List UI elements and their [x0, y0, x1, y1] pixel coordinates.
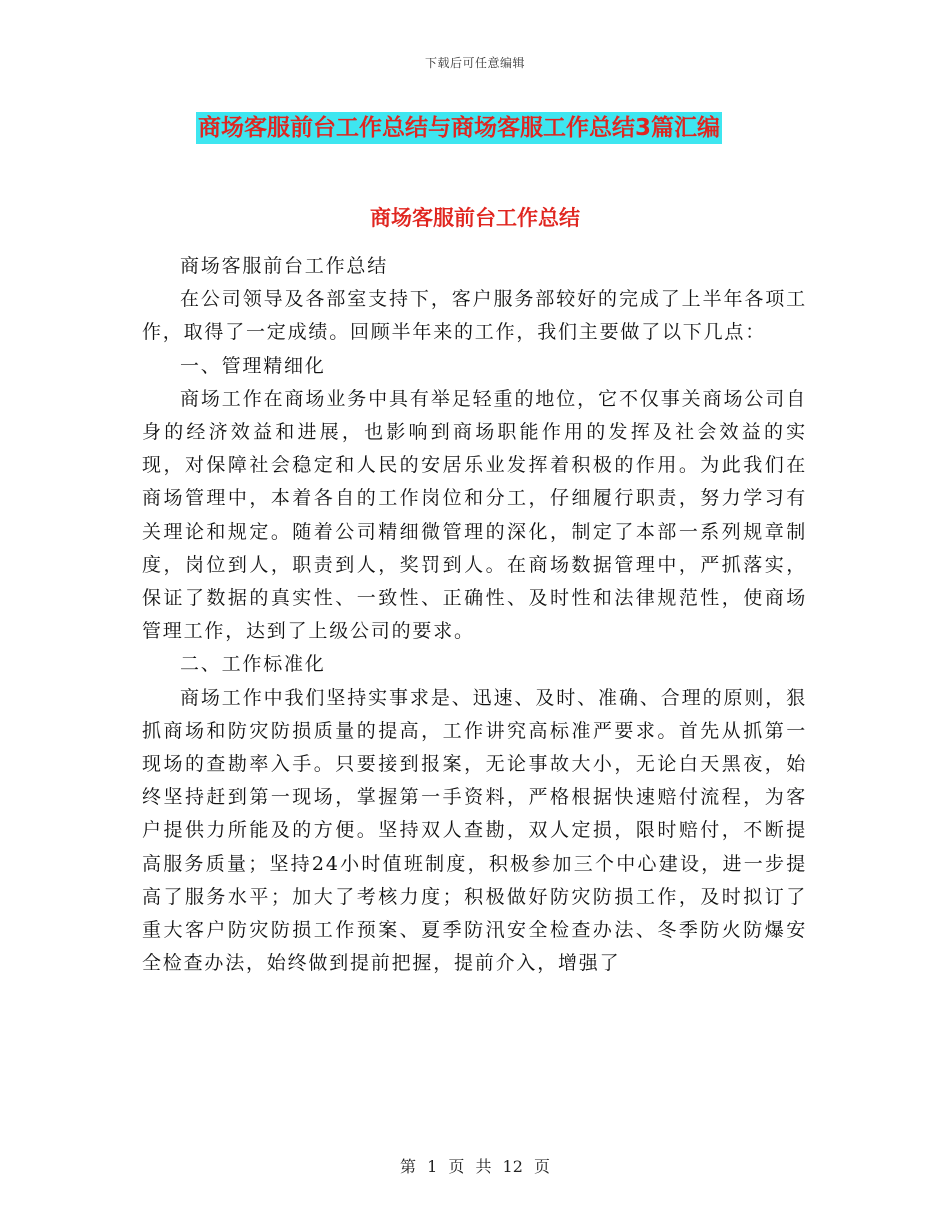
document-body [142, 250, 807, 980]
paragraph: 商场工作在商场业务中具有举足轻重的地位，它不仅事关商场公司自身的经济效益和进展，也影响到商场职能作用的发挥及社会效益的实现，对保障社会稳定和人民的安居乐业发挥着积极的作用。为此我们在商场管理中，本着各自的工作岗位和分工，仔细履行职责，努力学习有关理论和规定。随着公司精细微管理的深化，制定了本部一系列规章制度，岗位到人，职责到人，奖罚到人。在商场数据管理中，严抓落实，保证了数据的真实性、一致性、正确性、及时性和法律规范性，使商场管理工作，达到了上级公司的要求。 [142, 387, 807, 643]
paragraph: 商场工作中我们坚持实事求是、迅速、及时、准确、合理的原则，狠抓商场和防灾防损质量的提高，工作讲究高标准严要求。首先从抓第一现场的查勘率入手。只要接到报案，无论事故大小，无论白天黑夜，始终坚持赶到第一现场，掌握第一手资料，严格根据快速赔付流程，为客户提供力所能及的方便。坚持双人查勘，双人定损，限时赔付，不断提高服务质量；坚持24小时值班制度，积极参加三个中心建设，进一步提高了服务水平；加大了考核力度；积极做好防灾防损工作，及时拟订了重大客户防灾防损工作预案、夏季防汛安全检查办法、冬季防火防爆安全检查办法，始终做到提前把握，提前介入，增强了 [142, 686, 807, 975]
section-title: 商场客服前台工作总结 [370, 206, 580, 230]
document-main-title: 商场客服前台工作总结与商场客服工作总结3篇汇编 [196, 112, 722, 144]
paragraph-heading: 二、工作标准化 [180, 653, 326, 676]
paragraph-subtitle: 商场客服前台工作总结 [180, 255, 389, 277]
page-footer: 第 1 页 共 12 页 [400, 1157, 550, 1176]
header-note: 下载后可任意编辑 [424, 56, 525, 70]
paragraph: 在公司领导及各部室支持下，客户服务部较好的完成了上半年各项工作，取得了一定成绩。回顾半年来的工作，我们主要做了以下几点： [142, 288, 807, 344]
paragraph-heading: 一、管理精细化 [180, 354, 326, 377]
